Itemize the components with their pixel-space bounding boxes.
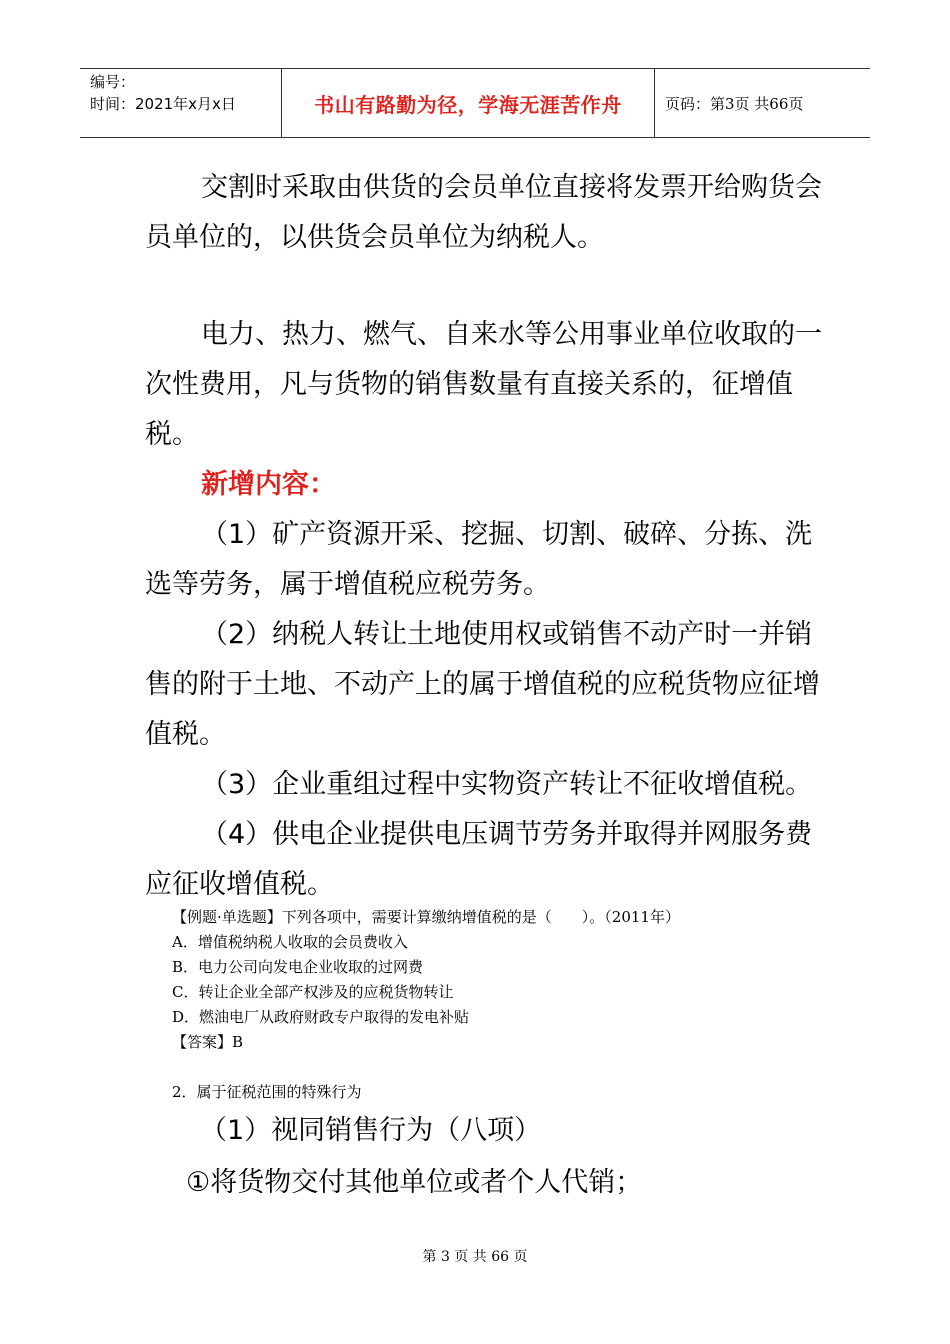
subheading-text: （1）视同销售行为（八项） [200,1115,542,1146]
section-heading [172,1080,812,1105]
date-label: 时间：2021年x月x日 [90,95,236,113]
list-item: （3）企业重组过程中实物资产转让不征收增值税。 [201,769,813,800]
new-content-section [145,460,825,910]
section-heading-text: 2．属于征税范围的特殊行为 [172,1083,362,1101]
list-item: （4）供电企业提供电压调节劳务并取得并网服务费应征收增值税。 [145,819,813,900]
example-question-block [172,905,812,1055]
header-motto: 书山有路勤为径，学海无涯苦作舟 [282,69,655,137]
subheading [200,1106,880,1156]
example-option: A．增值税纳税人收取的会员费收入 [172,933,408,951]
paragraph-utilities [145,310,825,460]
header-page-info: 页码：第3页 共66页 [665,94,804,113]
header-meta [80,69,282,137]
example-question: 【例题·单选题】下列各项中，需要计算缴纳增值税的是（ ）。（2011年） [172,908,680,926]
example-option: C．转让企业全部产权涉及的应税货物转让 [172,983,454,1001]
new-content-label: 新增内容： [201,469,336,500]
example-option: D．燃油电厂从政府财政专户取得的发电补贴 [172,1008,470,1026]
page-header [80,68,870,138]
example-answer: 【答案】B [172,1033,244,1051]
example-option: B．电力公司向发电企业收取的过网费 [172,958,424,976]
list-item: （1）矿产资源开采、挖掘、切割、破碎、分拣、洗选等劳务，属于增值税应税劳务。 [145,519,813,600]
paragraph-delivery [145,163,825,263]
paragraph: 电力、热力、燃气、自来水等公用事业单位收取的一次性费用，凡与货物的销售数量有直接关系的，征增值税。 [145,319,822,450]
first-item [186,1158,866,1208]
page-footer: 第 3 页 共 66 页 [422,1249,528,1265]
list-item: （2）纳税人转让土地使用权或销售不动产时一并销售的附于土地、不动产上的属于增值税的应税货物应征增值税。 [145,619,820,750]
first-item-text: ①将货物交付其他单位或者个人代销； [186,1167,643,1198]
paragraph: 交割时采取由供货的会员单位直接将发票开给购货会员单位的，以供货会员单位为纳税人。 [145,172,822,253]
serial-label: 编号： [90,73,136,91]
